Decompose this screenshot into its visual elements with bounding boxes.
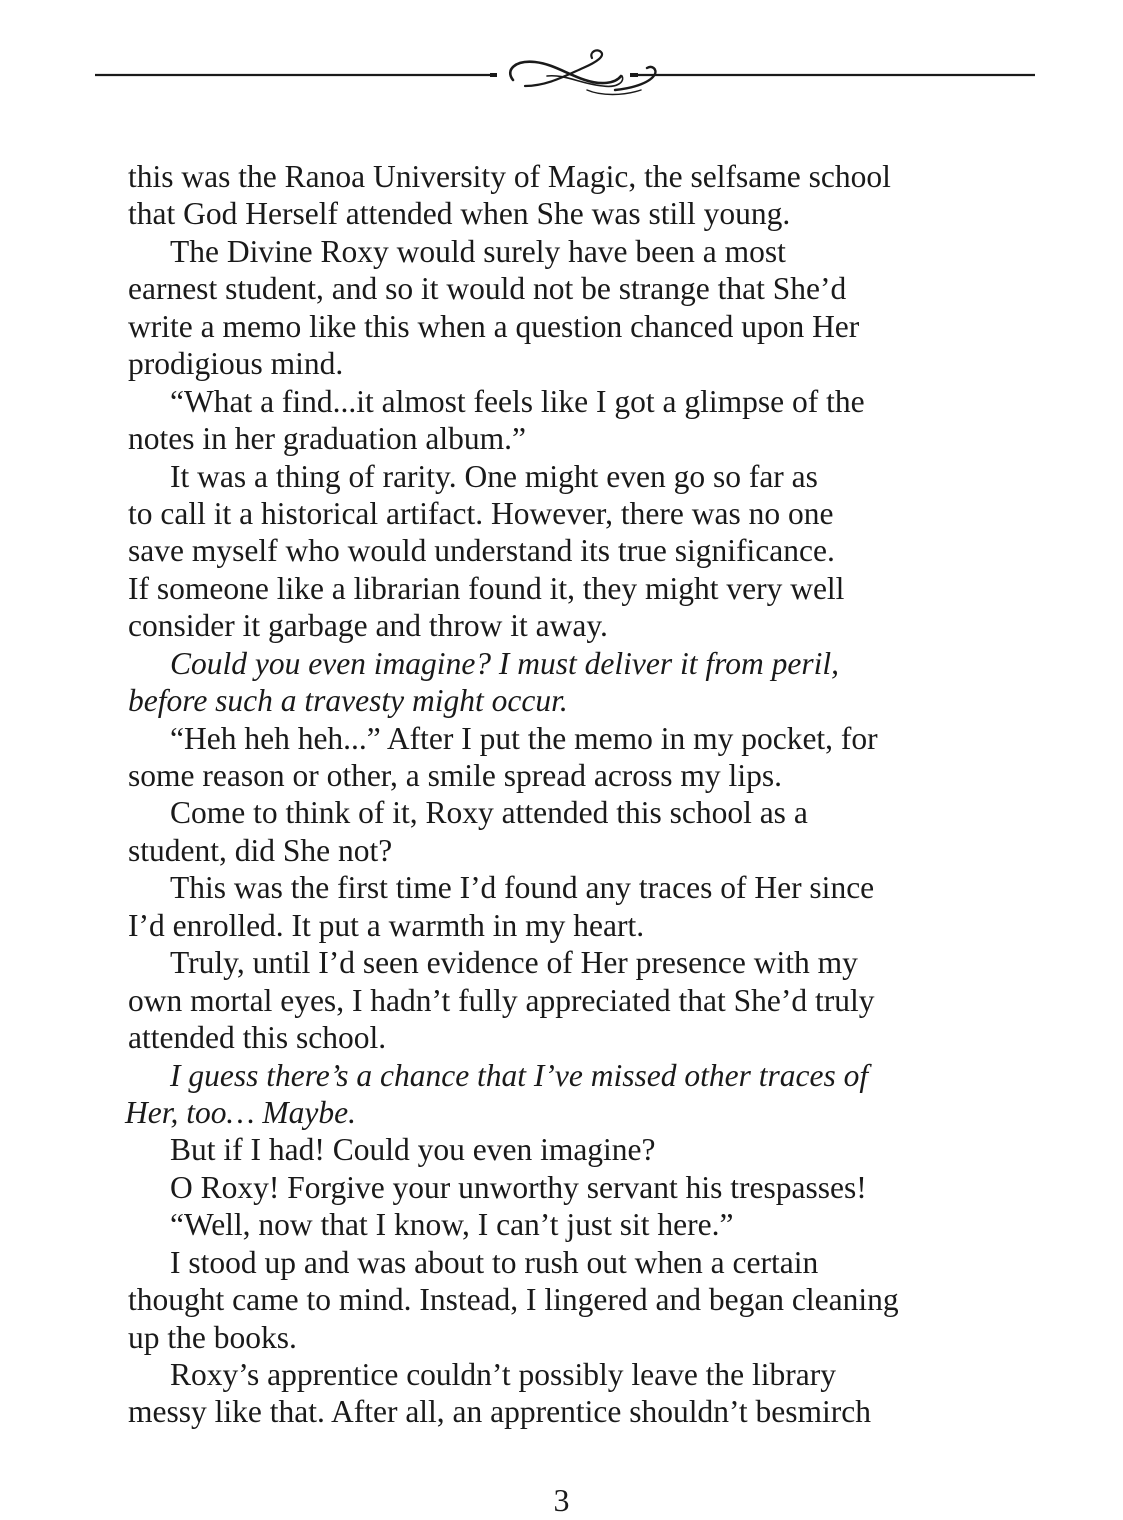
text-line: prodigious mind. bbox=[128, 346, 344, 382]
text-line: save myself who would understand its true significance. bbox=[128, 533, 835, 569]
text-line: I’d enrolled. It put a warmth in my heart. bbox=[128, 907, 645, 943]
text-line: attended this school. bbox=[128, 1020, 387, 1056]
text-line: own mortal eyes, I hadn’t fully appreciated that She’d truly bbox=[128, 982, 875, 1018]
text-line: “What a find...it almost feels like I got a glimpse of the bbox=[170, 383, 865, 419]
italic-thought-line: Could you even imagine? I must deliver it from peril, bbox=[170, 645, 839, 681]
italic-thought-line: I guess there’s a chance that I’ve missed other traces of bbox=[170, 1057, 869, 1093]
text-line: If someone like a librarian found it, they might very well bbox=[128, 570, 845, 606]
text-line: The Divine Roxy would surely have been a most bbox=[170, 233, 786, 269]
italic-thought-line: Her, too… Maybe. bbox=[125, 1094, 356, 1130]
page-number: 3 bbox=[553, 1482, 570, 1518]
text-line: student, did She not? bbox=[128, 832, 393, 868]
page-body-text bbox=[125, 158, 988, 1431]
header-flourish-ornament bbox=[95, 46, 1035, 106]
text-line: earnest student, and so it would not be strange that She’d bbox=[128, 271, 847, 307]
text-line: I stood up and was about to rush out when a certain bbox=[170, 1244, 819, 1280]
text-line: Roxy’s apprentice couldn’t possibly leave the library bbox=[170, 1357, 837, 1392]
text-line: This was the first time I’d found any traces of Her since bbox=[170, 870, 875, 906]
text-line: O Roxy! Forgive your unworthy servant his trespasses! bbox=[170, 1169, 867, 1205]
text-line: thought came to mind. Instead, I lingered and began cleaning bbox=[128, 1282, 899, 1318]
text-line: notes in her graduation album.” bbox=[128, 421, 527, 457]
text-line: to call it a historical artifact. However, there was no one bbox=[128, 495, 834, 531]
text-line: “Heh heh heh...” After I put the memo in my pocket, for bbox=[170, 720, 878, 756]
italic-thought-line: before such a travesty might occur. bbox=[128, 683, 568, 719]
text-line: Come to think of it, Roxy attended this school as a bbox=[170, 795, 808, 831]
text-line: that God Herself attended when She was still young. bbox=[128, 196, 791, 232]
text-line: up the books. bbox=[128, 1319, 297, 1355]
text-line: Truly, until I’d seen evidence of Her presence with my bbox=[170, 945, 858, 981]
text-line: “Well, now that I know, I can’t just sit here.” bbox=[170, 1207, 734, 1243]
text-line: messy like that. After all, an apprentice shouldn’t besmirch bbox=[128, 1394, 871, 1430]
text-line: some reason or other, a smile spread across my lips. bbox=[128, 758, 782, 793]
text-line: But if I had! Could you even imagine? bbox=[170, 1132, 656, 1168]
text-line: consider it garbage and throw it away. bbox=[128, 608, 608, 644]
text-line: write a memo like this when a question chanced upon Her bbox=[128, 308, 860, 344]
text-line: this was the Ranoa University of Magic, the selfsame school bbox=[128, 159, 891, 194]
text-line: It was a thing of rarity. One might even go so far as bbox=[170, 458, 818, 494]
